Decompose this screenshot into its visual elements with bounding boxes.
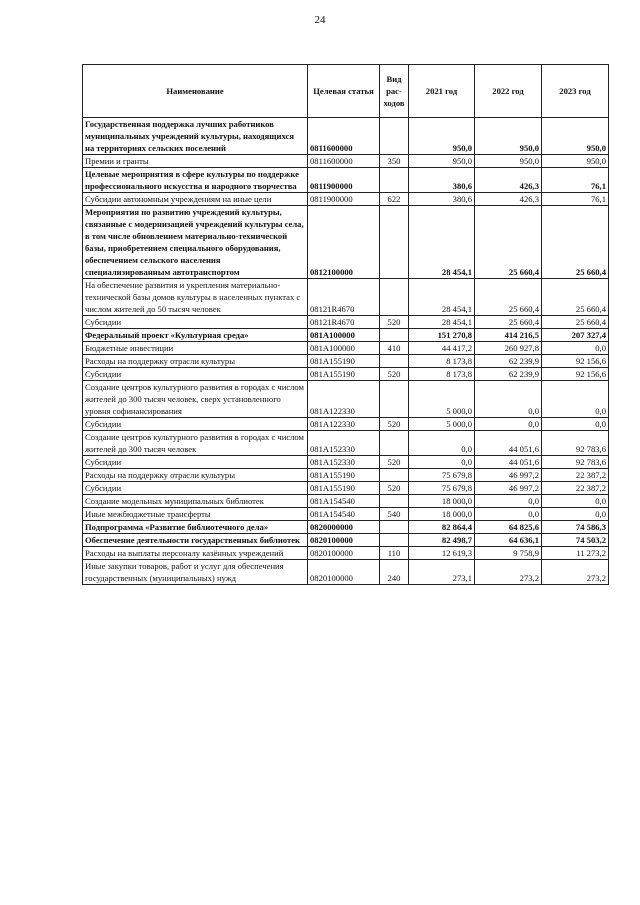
table-row [83,206,609,279]
table-cell-2021: 82 498,7 [409,534,475,547]
table-cell-2023: 0,0 [542,342,609,355]
table-cell-2021: 18 000,0 [409,495,475,508]
table-row [83,193,609,206]
table-cell-2023: 950,0 [542,155,609,168]
table-cell-target: 081A155190 [308,355,380,368]
table-cell-2022: 0,0 [475,418,542,431]
table-cell-name: На обеспечение развития и укрепления материально-технической базы домов культуры в населенных пунктах с числом жителей до 50 тысяч человек [83,279,308,316]
table-row [83,495,609,508]
table-cell-name: Субсидии [83,368,308,381]
table-cell-2022: 64 636,1 [475,534,542,547]
table-cell-name: Расходы на поддержку отрасли культуры [83,355,308,368]
table-cell-2021: 380,6 [409,168,475,193]
table-cell-target: 081A122330 [308,381,380,418]
table-cell-2023: 74 586,3 [542,521,609,534]
table-cell-vid [380,431,409,456]
table-row [83,534,609,547]
table-cell-2022: 273,2 [475,560,542,585]
table-cell-2023: 11 273,2 [542,547,609,560]
table-cell-2021: 8 173,8 [409,368,475,381]
table-cell-name: Мероприятия по развитию учреждений культуры, связанные с модернизацией учреждений культуры села, в том числе обновлением материально-технической базы, приобретением специального оборудования, обеспечением сельского населения специализированным автотранспортом [83,206,308,279]
table-cell-2023: 74 503,2 [542,534,609,547]
table-cell-name: Целевые мероприятия в сфере культуры по поддержке профессионального искусства и народного творчества [83,168,308,193]
table-cell-2023: 92 156,6 [542,355,609,368]
table-header-row [83,65,609,118]
table-cell-2023: 25 660,4 [542,206,609,279]
table-cell-2021: 151 270,8 [409,329,475,342]
table-cell-2021: 950,0 [409,155,475,168]
table-cell-2022: 260 927,8 [475,342,542,355]
table-cell-vid [380,534,409,547]
table-cell-2021: 75 679,8 [409,482,475,495]
table-cell-2021: 380,6 [409,193,475,206]
table-cell-target: 0820000000 [308,521,380,534]
table-cell-2021: 273,1 [409,560,475,585]
table-cell-vid [380,469,409,482]
table-cell-2023: 0,0 [542,508,609,521]
table-cell-2022: 25 660,4 [475,206,542,279]
table-cell-2021: 950,0 [409,118,475,155]
table-cell-vid: 350 [380,155,409,168]
table-cell-2023: 207 327,4 [542,329,609,342]
table-cell-target: 0811600000 [308,155,380,168]
table-cell-name: Субсидии [83,316,308,329]
table-cell-name: Создание центров культурного развития в городах с числом жителей до 300 тысяч человек [83,431,308,456]
table-cell-2022: 9 758,9 [475,547,542,560]
table-cell-2022: 950,0 [475,155,542,168]
table-cell-2023: 92 783,6 [542,456,609,469]
table-cell-2023: 22 387,2 [542,469,609,482]
table-cell-2022: 64 825,6 [475,521,542,534]
table-cell-2022: 44 051,6 [475,456,542,469]
table-cell-vid: 520 [380,456,409,469]
table-cell-name: Субсидии автономным учреждениям на иные цели [83,193,308,206]
table-cell-target: 081A152330 [308,456,380,469]
table-cell-name: Премии и гранты [83,155,308,168]
table-cell-name: Расходы на поддержку отрасли культуры [83,469,308,482]
table-cell-2021: 18 000,0 [409,508,475,521]
table-cell-vid [380,355,409,368]
table-cell-2021: 28 454,1 [409,316,475,329]
table-cell-target: 0820100000 [308,560,380,585]
table-cell-2021: 12 619,3 [409,547,475,560]
table-cell-target: 081A155190 [308,368,380,381]
table-cell-2023: 76,1 [542,193,609,206]
table-cell-vid: 520 [380,368,409,381]
table-row [83,368,609,381]
table-cell-2023: 92 156,6 [542,368,609,381]
table-cell-name: Иные межбюджетные трансферты [83,508,308,521]
table-cell-name: Создание центров культурного развития в городах с числом жителей до 300 тысяч человек, сверх установленного уровня софинансирования [83,381,308,418]
table-cell-vid: 410 [380,342,409,355]
header-name: Наименование [83,65,308,118]
table-cell-name: Бюджетные инвестиции [83,342,308,355]
table-row [83,329,609,342]
table-cell-2023: 0,0 [542,495,609,508]
page-number: 24 [314,14,326,26]
table-row [83,168,609,193]
table-cell-2022: 950,0 [475,118,542,155]
table-cell-target: 081A100000 [308,342,380,355]
table-cell-target: 081A155190 [308,482,380,495]
table-cell-target: 081A154540 [308,495,380,508]
budget-table [82,64,609,585]
table-row [83,431,609,456]
table-cell-2022: 62 239,9 [475,368,542,381]
table-row [83,342,609,355]
table-cell-target: 0811900000 [308,168,380,193]
table-cell-2023: 76,1 [542,168,609,193]
table-cell-name: Субсидии [83,456,308,469]
table-cell-target: 0820100000 [308,547,380,560]
table-cell-2021: 5 000,0 [409,381,475,418]
table-cell-target: 081A155190 [308,469,380,482]
table-cell-2021: 82 864,4 [409,521,475,534]
table-cell-name: Расходы на выплаты персоналу казённых учреждений [83,547,308,560]
table-row [83,560,609,585]
table-row [83,316,609,329]
table-cell-target: 081A152330 [308,431,380,456]
table-row [83,547,609,560]
table-cell-target: 08121R4670 [308,316,380,329]
header-2021: 2021 год [409,65,475,118]
header-target: Целевая статья [308,65,380,118]
table-cell-target: 081A122330 [308,418,380,431]
table-cell-2021: 28 454,1 [409,206,475,279]
table-cell-2023: 0,0 [542,381,609,418]
table-row [83,155,609,168]
table-cell-vid [380,495,409,508]
table-row [83,279,609,316]
table-cell-name: Подпрограмма «Развитие библиотечного дела» [83,521,308,534]
table-cell-name: Иные закупки товаров, работ и услуг для обеспечения государственных (муниципальных) нужд [83,560,308,585]
table-cell-2022: 0,0 [475,508,542,521]
table-cell-2022: 414 216,5 [475,329,542,342]
table-row [83,381,609,418]
table-cell-vid: 240 [380,560,409,585]
table-cell-name: Субсидии [83,482,308,495]
table-row [83,418,609,431]
table-cell-vid: 520 [380,418,409,431]
table-cell-vid: 520 [380,316,409,329]
table-cell-2022: 426,3 [475,168,542,193]
table-row [83,355,609,368]
table-cell-target: 08121R4670 [308,279,380,316]
table-cell-2022: 62 239,9 [475,355,542,368]
table-cell-2021: 5 000,0 [409,418,475,431]
header-vid: Вид рас- ходов [380,65,409,118]
table-row [83,521,609,534]
table-cell-vid [380,118,409,155]
table-cell-target: 0811600000 [308,118,380,155]
header-2023: 2023 год [542,65,609,118]
table-cell-vid [380,168,409,193]
table-cell-2023: 950,0 [542,118,609,155]
table-cell-vid [380,279,409,316]
table-cell-2022: 44 051,6 [475,431,542,456]
table-cell-2022: 25 660,4 [475,279,542,316]
table-cell-2022: 46 997,2 [475,482,542,495]
table-cell-2022: 0,0 [475,381,542,418]
header-2022: 2022 год [475,65,542,118]
table-cell-2021: 28 454,1 [409,279,475,316]
table-cell-name: Государственная поддержка лучших работников муниципальных учреждений культуры, находящихся на территориях сельских поселений [83,118,308,155]
table-cell-target: 0812100000 [308,206,380,279]
table-cell-2022: 426,3 [475,193,542,206]
table-cell-vid: 622 [380,193,409,206]
table-cell-2021: 0,0 [409,431,475,456]
table-cell-name: Создание модельных муниципальных библиотек [83,495,308,508]
table-cell-2023: 0,0 [542,418,609,431]
table-cell-2021: 75 679,8 [409,469,475,482]
table-cell-2021: 44 417,2 [409,342,475,355]
table-cell-2022: 25 660,4 [475,316,542,329]
table-cell-vid: 110 [380,547,409,560]
table-cell-name: Субсидии [83,418,308,431]
table-row [83,118,609,155]
table-cell-vid: 540 [380,508,409,521]
table-cell-vid: 520 [380,482,409,495]
table-cell-2023: 92 783,6 [542,431,609,456]
table-cell-2023: 25 660,4 [542,279,609,316]
table-cell-2022: 0,0 [475,495,542,508]
table-cell-name: Обеспечение деятельности государственных библиотек [83,534,308,547]
table-cell-2023: 273,2 [542,560,609,585]
table-cell-2023: 22 387,2 [542,482,609,495]
table-body [83,118,609,585]
table-row [83,482,609,495]
table-cell-vid [380,206,409,279]
table-row [83,469,609,482]
table-cell-target: 081A100000 [308,329,380,342]
table-cell-target: 081A154540 [308,508,380,521]
table-cell-2021: 0,0 [409,456,475,469]
table-row [83,508,609,521]
table-cell-name: Федеральный проект «Культурная среда» [83,329,308,342]
table-cell-target: 0811900000 [308,193,380,206]
table-cell-2023: 25 660,4 [542,316,609,329]
table-cell-target: 0820100000 [308,534,380,547]
table-cell-2022: 46 997,2 [475,469,542,482]
table-cell-vid [380,329,409,342]
table-cell-vid [380,381,409,418]
table-row [83,456,609,469]
table-cell-vid [380,521,409,534]
table-cell-2021: 8 173,8 [409,355,475,368]
